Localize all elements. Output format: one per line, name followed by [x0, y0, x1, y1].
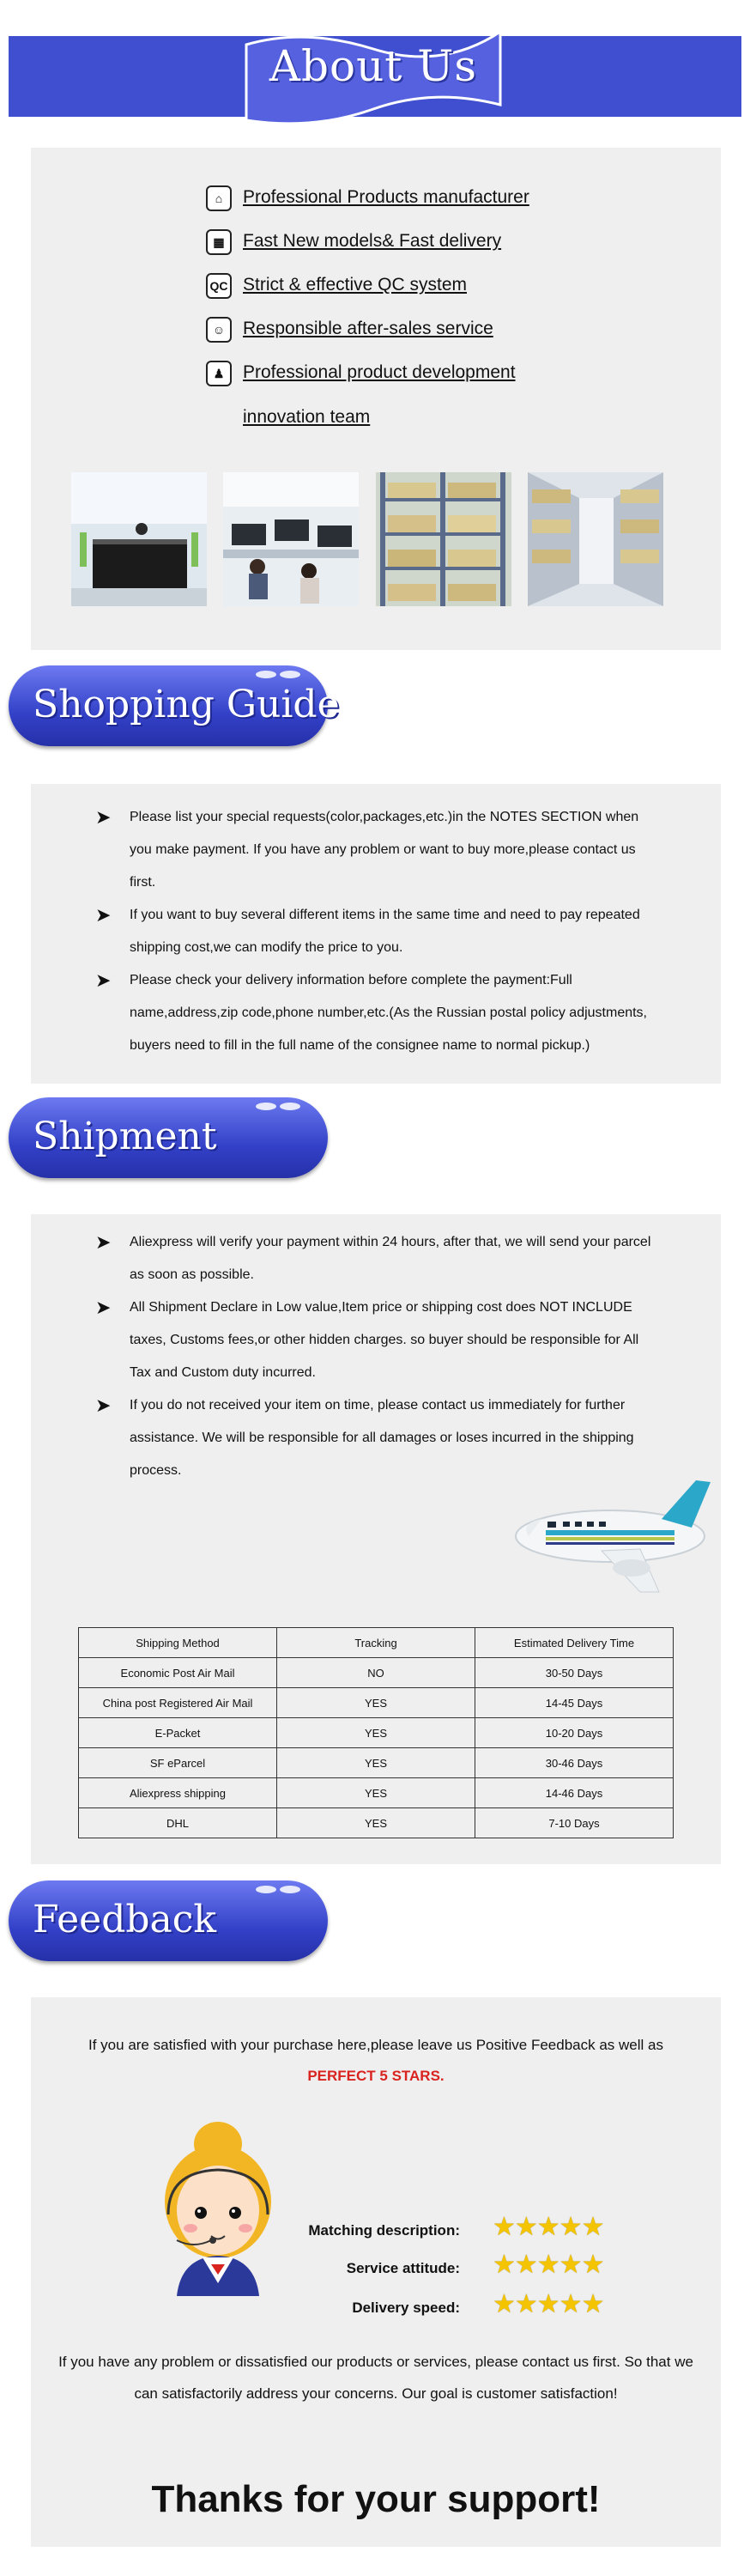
table-row	[79, 1808, 674, 1838]
team-icon: ♟	[206, 361, 232, 386]
office-workspace-photo	[223, 472, 359, 606]
grid-icon: ▦	[206, 229, 232, 255]
office-reception-photo	[71, 472, 207, 606]
table-cell: YES	[277, 1748, 475, 1778]
shipment-bullet: ➤ All Shipment Declare in Low value,Item price or shipping cost does NOT INCLUDE taxes, Customs fees,or other hidden charges. so buyer should be responsible for All Tax and Custom duty incurred.	[95, 1291, 705, 1389]
shopping-guide-panel	[31, 784, 721, 1084]
arrow-bullet-icon: ➤	[95, 1297, 112, 1318]
gloss-dot	[280, 671, 300, 678]
shipment-header	[9, 1097, 328, 1178]
arrow-bullet-icon: ➤	[95, 904, 112, 926]
star-rating: ★★★★★	[493, 2251, 604, 2279]
feedback-contact-line: can satisfactorily address your concerns. Our goal is customer satisfaction!	[134, 2385, 618, 2402]
gloss-dot	[256, 671, 276, 678]
shipment-panel	[31, 1214, 721, 1864]
star-rating: ★★★★★	[493, 2290, 604, 2318]
shopping-guide-header	[9, 665, 340, 746]
home-icon: ⌂	[206, 185, 232, 211]
guide-bullet: ➤ If you want to buy several different items in the same time and need to pay repeated shipping cost,we can modify the price to you.	[95, 899, 705, 964]
table-cell: Shipping Method	[79, 1628, 277, 1658]
feature-text: Professional product development	[243, 362, 516, 382]
arrow-bullet-icon: ➤	[95, 1231, 112, 1253]
star-rating: ★★★★★	[493, 2213, 604, 2241]
feature-text: Responsible after-sales service	[243, 319, 493, 338]
service-icon: ☺	[206, 317, 232, 343]
rating-label: Matching description:	[308, 2222, 460, 2239]
table-cell: Economic Post Air Mail	[79, 1658, 277, 1688]
table-cell: Aliexpress shipping	[79, 1778, 277, 1808]
shipment-bullet: ➤ Aliexpress will verify your payment within 24 hours, after that, we will send your parcel as soon as possible.	[95, 1226, 705, 1291]
table-cell: NO	[277, 1658, 475, 1688]
gloss-dot	[280, 1103, 300, 1110]
table-header-row	[79, 1628, 674, 1658]
table-row	[79, 1658, 674, 1688]
rating-label: Delivery speed:	[352, 2300, 460, 2316]
table-cell: 14-46 Days	[475, 1778, 674, 1808]
thanks-message: Thanks for your support!	[151, 2478, 601, 2520]
rating-label: Service attitude:	[346, 2260, 460, 2276]
table-cell: YES	[277, 1718, 475, 1748]
table-cell: YES	[277, 1778, 475, 1808]
table-row	[79, 1778, 674, 1808]
warehouse-aisle-photo	[528, 472, 663, 606]
gloss-dot	[256, 1886, 276, 1893]
table-cell: Tracking	[277, 1628, 475, 1658]
table-row	[79, 1688, 674, 1718]
table-cell: 10-20 Days	[475, 1718, 674, 1748]
table-cell: YES	[277, 1808, 475, 1838]
arrow-bullet-icon: ➤	[95, 969, 112, 991]
guide-bullet: ➤ Please check your delivery information before complete the payment:Full name,address,zip code,phone number,etc.(As the Russian postal policy adjustments, buyers need to fill in the full name of the consignee name to normal pickup.)	[95, 964, 705, 1062]
table-cell: E-Packet	[79, 1718, 277, 1748]
table-cell: 30-50 Days	[475, 1658, 674, 1688]
table-row	[79, 1718, 674, 1748]
feature-text: Strict & effective QC system	[243, 275, 468, 295]
table-cell: SF eParcel	[79, 1748, 277, 1778]
feedback-intro: If you are satisfied with your purchase here,please leave us Positive Feedback as well as	[88, 2037, 663, 2053]
table-cell: 14-45 Days	[475, 1688, 674, 1718]
table-cell: 30-46 Days	[475, 1748, 674, 1778]
table-cell: China post Registered Air Mail	[79, 1688, 277, 1718]
guide-bullet: ➤ Please list your special requests(color,packages,etc.)in the NOTES SECTION when you make payment. If you have any problem or want to buy more,please contact us first.	[95, 801, 705, 899]
feedback-contact-line: If you have any problem or dissatisfied our products or services, please contact us first. So that we	[58, 2354, 693, 2370]
section-title: Shopping Guide	[33, 683, 340, 726]
shipment-bullet: ➤ If you do not received your item on time, please contact us immediately for further assistance. We will be responsible for all damages or loses incurred in the shipping process.	[95, 1389, 705, 1487]
table-cell: DHL	[79, 1808, 277, 1838]
shipping-table-body	[79, 1628, 674, 1838]
table-row	[79, 1748, 674, 1778]
table-cell: 7-10 Days	[475, 1808, 674, 1838]
feature-text: Professional Products manufacturer	[243, 187, 529, 207]
feedback-highlight: PERFECT 5 STARS.	[307, 2068, 445, 2084]
about-title: About Us	[269, 41, 478, 91]
gloss-dot	[256, 1103, 276, 1110]
gloss-dot	[280, 1886, 300, 1893]
arrow-bullet-icon: ➤	[95, 1394, 112, 1416]
shipping-table	[78, 1627, 674, 1838]
feedback-panel	[31, 1997, 721, 2547]
section-title: Shipment	[33, 1115, 217, 1158]
feature-text: innovation team	[243, 407, 371, 427]
table-cell: Estimated Delivery Time	[475, 1628, 674, 1658]
qc-icon: QC	[206, 273, 232, 299]
section-title: Feedback	[33, 1898, 217, 1941]
feature-text: Fast New models& Fast delivery	[243, 231, 502, 251]
warehouse-shelves-photo	[376, 472, 511, 606]
airplane-illustration	[511, 1472, 717, 1601]
feedback-header	[9, 1880, 328, 1961]
arrow-bullet-icon: ➤	[95, 806, 112, 828]
about-panel	[31, 148, 721, 650]
table-cell: YES	[277, 1688, 475, 1718]
